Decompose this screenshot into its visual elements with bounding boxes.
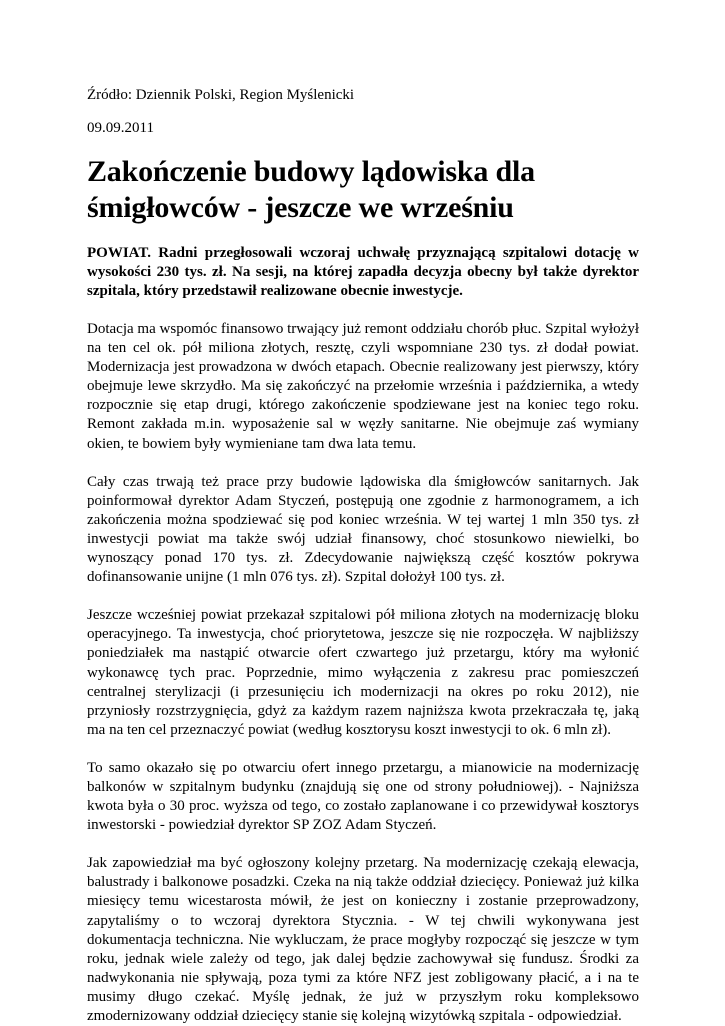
article-paragraph: Cały czas trwają też prace przy budowie lądowiska dla śmigłowców sanitarnych. Jak poinformował dyrektor Adam Styczeń, postępują one zgodnie z harmonogramem, a ich zakończenia można spodziewać się pod koniec września. W tej wartej 1 mln 350 tys. zł inwestycji powiat ma także swój udział finansowy, choć stosunkowo niewielki, bo wynoszący ponad 170 tys. zł. Zdecydowanie największą część kosztów pokrywa dofinansowanie unijne (1 mln 076 tys. zł). Szpital dołożył 100 tys. zł. [87,473,639,586]
article-title: Zakończenie budowy lądowiska dla śmigłowców - jeszcze we wrześniu [87,155,535,224]
article-paragraph: Jak zapowiedział ma być ogłoszony kolejny przetarg. Na modernizację czekają elewacja, balustrady i balkonowe posadzki. Czeka na nią także oddział dziecięcy. Ponieważ już kilka miesięcy temu wicestarosta mówił, że jest on konieczny i zostanie przeprowadzony, zapytaliśmy o to wczoraj dyrektora Stycznia. - W tej chwili wykonywana jest dokumentacja techniczna. Nie wykluczam, że prace mogłyby rozpocząć się jeszcze w tym roku, jednak wiele zależy od tego, jak dalej będzie zachowywał się fundusz. Środki za nadwykonania nie spływają, poza tymi za które NFZ jest zobligowany płacić, a i na te musimy długo czekać. Myślę jednak, że już w przyszłym roku kompleksowo zmodernizowany oddział dziecięcy stanie się kolejną wizytówką szpitala - odpowiedział. [87,855,639,1024]
article-paragraph: To samo okazało się po otwarciu ofert innego przetargu, a mianowicie na modernizację balkonów w szpitalnym budynku (znajdują się one od strony południowej). - Najniższa kwota była o 30 proc. wyższa od tego, co zostało zaplanowane i co przewidywał kosztorys inwestorski - powiedział dyrektor SP ZOZ Adam Styczeń. [87,759,639,834]
article-paragraph: Dotacja ma wspomóc finansowo trwający już remont oddziału chorób płuc. Szpital wyłożył na ten cel ok. pół miliona złotych, resztę, czyli wspomniane 230 tys. zł dodał powiat. Modernizacja jest prowadzona w dwóch etapach. Obecnie realizowany jest pierwszy, który obejmuje lewe skrzydło. Ma się zakończyć na przełomie września i października, a wtedy rozpocznie się etap drugi, którego zakończenie spodziewane jest na koniec tego roku. Remont zakłada m.in. wyposażenie sal w węzły sanitarne. Nie obejmuje zaś wymiany okien, te bowiem były wymieniane tam dwa lata temu. [87,321,639,452]
article-paragraph: Jeszcze wcześniej powiat przekazał szpitalowi pół miliona złotych na modernizację bloku operacyjnego. Ta inwestycja, choć priorytetowa, jeszcze się nie rozpoczęła. W najbliższy poniedziałek ma nastąpić otwarcie ofert czwartego już przetargu, który ma wyłonić wykonawcę tych prac. Poprzednie, mimo wyłączenia z zakresu prac pomieszczeń centralnej sterylizacji (i przesunięciu ich modernizacji na okres po roku 2012), nie przyniosły rozstrzygnięcia, gdyż za każdym razem najniższa kwota przekraczała tę, jaką ma na ten cel przeznaczyć powiat (według kosztorysu koszt inwestycji to ok. 6 mln zł). [87,607,639,738]
article-lead: POWIAT. Radni przegłosowali wczoraj uchwałę przyznającą szpitalowi dotację w wysokości 230 tys. zł. Na sesji, na której zapadła decyzja obecny był także dyrektor szpitala, który przedstawił realizowane obecnie inwestycje. [87,245,639,299]
publication-date: 09.09.2011 [87,120,154,136]
source-line: Źródło: Dziennik Polski, Region Myślenicki [87,87,355,103]
